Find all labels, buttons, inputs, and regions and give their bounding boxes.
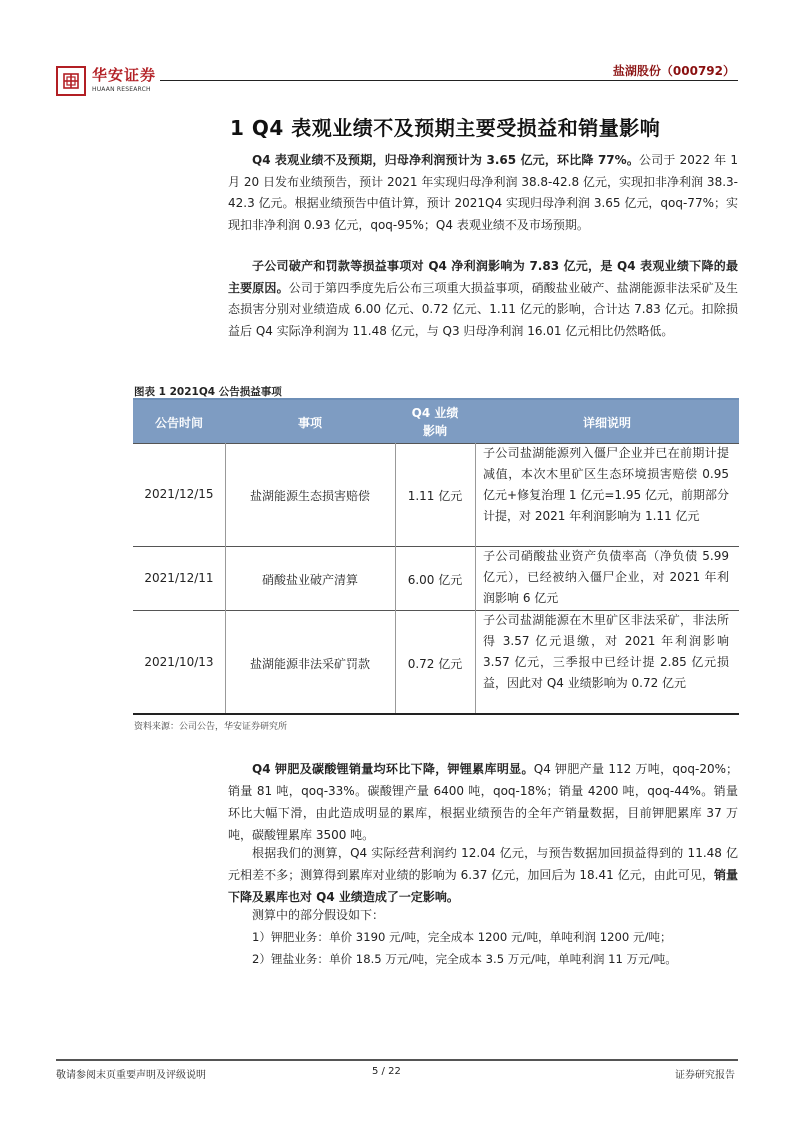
paragraph-lead: 子公司破产和罚款等损益事项对 Q4 净利润影响为 7.83 亿元，是 Q4 表观业绩下降的最主要原因。 bbox=[228, 259, 738, 295]
assumption-lithium: 2）锂盐业务：单价 18.5 万元/吨，完全成本 3.5 万元/吨，单吨利润 11 万元/吨。 bbox=[252, 952, 677, 966]
logo-mark bbox=[56, 66, 86, 96]
column-header-desc: 详细说明 bbox=[582, 416, 631, 430]
paragraph-sales-volume bbox=[228, 758, 738, 846]
paragraph-lead: Q4 表观业绩不及预期，归母净利润预计为 3.65 亿元，环比降 77%。 bbox=[252, 153, 640, 167]
paragraph-body: 公司于第四季度先后公布三项重大损益事项，硝酸盐业破产、盐湖能源非法采矿及生态损害分别对业绩造成 6.00 亿元、0.72 亿元、1.11 亿元的影响，合计达 7.83 亿元。扣除损益后 Q4 实际净利润为 11.48 亿元，与 Q3 归母净利润 16.01 亿元相比仍然略低。 bbox=[228, 280, 738, 338]
table-cell-item: 盐湖能源生态损害赔偿 bbox=[249, 489, 370, 503]
table-cell-item: 盐湖能源非法采矿罚款 bbox=[249, 657, 370, 671]
paragraph-lead: Q4 钾肥及碳酸锂销量均环比下降，钾锂累库明显。 bbox=[252, 762, 534, 776]
table-cell-impact: 0.72 亿元 bbox=[407, 657, 463, 671]
logo-text-en: HUAAN RESEARCH bbox=[92, 86, 151, 93]
assumption-potash: 1）钾肥业务：单价 3190 元/吨，完全成本 1200 元/吨，单吨利润 1200 元/吨； bbox=[252, 930, 672, 944]
table-cell-impact: 1.11 亿元 bbox=[407, 489, 463, 503]
header-rule bbox=[160, 80, 738, 81]
column-header-date: 公告时间 bbox=[154, 416, 203, 430]
paragraph-conclusion: 销量下降及累库也对 Q4 业绩造成了一定影响。 bbox=[228, 868, 738, 904]
paragraph-body: 根据我们的测算，Q4 实际经营利润约 12.04 亿元，与预告数据加回损益得到的 11.48 亿元相差不多；测算得到累库对业绩的影响为 6.37 亿元，加回后为 18.41 亿元，由此可见， bbox=[228, 846, 738, 882]
column-header-impact: Q4 业绩影响 bbox=[411, 406, 459, 438]
footer-report-type: 证券研究报告 bbox=[675, 1070, 735, 1081]
paragraph-q4-summary bbox=[228, 150, 738, 236]
table-cell-item: 硝酸盐业破产清算 bbox=[261, 573, 358, 587]
logo-icon bbox=[61, 71, 81, 91]
table-title: 图表 1 2021Q4 公告损益事项 bbox=[134, 386, 282, 398]
table-cell-desc: 子公司硝酸盐业资产负债率高（净负债 5.99 亿元），已经被纳入僵尸企业，对 2021 年利润影响 6 亿元 bbox=[483, 549, 729, 605]
stock-name: 盐湖股份（000792） bbox=[612, 64, 735, 78]
page-number: 5 / 22 bbox=[372, 1066, 401, 1077]
table-cell-date: 2021/12/11 bbox=[144, 571, 214, 585]
table-bottom-rule bbox=[133, 713, 739, 715]
table-source: 资料来源：公司公告，华安证券研究所 bbox=[134, 722, 288, 732]
table-col-divider bbox=[475, 443, 476, 713]
footer-rule bbox=[56, 1059, 738, 1061]
logo-text-cn: 华安证券 bbox=[92, 66, 157, 84]
paragraph-body: 公司于 2022 年 1 月 20 日发布业绩预告，预计 2021 年实现归母净利润 38.8-42.8 亿元，实现扣非净利润 38.3-42.3 亿元。根据业绩预告中值计算，预计 2021Q4 实现归母净利润 3.65 亿元，qoq-77%；实现扣非净利润 0.93 亿元，qoq-95%；Q4 表观业绩不及市场预期。 bbox=[228, 153, 738, 232]
table-cell-impact: 6.00 亿元 bbox=[407, 573, 463, 587]
table-cell-desc: 子公司盐湖能源在木里矿区非法采矿，非法所得 3.57 亿元退缴，对 2021 年利润影响 3.57 亿元，三季报中已经计提 2.85 亿元损益，因此对 Q4 业绩影响为 0.72 亿元 bbox=[483, 613, 729, 690]
paragraph-impairment bbox=[228, 256, 738, 342]
table-cell-desc: 子公司盐湖能源列入僵尸企业并已在前期计提减值，本次木里矿区生态环境损害赔偿 0.95 亿元+修复治理 1 亿元=1.95 亿元，前期部分计提，对 2021 年利润影响为 1.11 亿元 bbox=[483, 446, 729, 523]
column-header-item: 事项 bbox=[297, 416, 322, 430]
paragraph-body: Q4 钾肥产量 112 万吨，qoq-20%；销量 81 吨，qoq-33%。碳酸锂产量 6400 吨，qoq-18%；销量 4200 吨，qoq-44%。销量环比大幅下滑，由此造成明显的累库，根据业绩预告的全年产销量数据，目前钾肥累库 37 万吨，碳酸锂累库 3500 吨。 bbox=[228, 762, 738, 842]
footer-disclaimer: 敬请参阅末页重要声明及评级说明 bbox=[56, 1070, 206, 1081]
section-title: 1 Q4 表观业绩不及预期主要受损益和销量影响 bbox=[230, 116, 661, 140]
paragraph-estimate bbox=[228, 842, 738, 908]
table-header bbox=[133, 400, 739, 443]
table-cell-date: 2021/10/13 bbox=[144, 655, 214, 669]
table-cell-date: 2021/12/15 bbox=[144, 487, 214, 501]
assumptions-intro: 测算中的部分假设如下： bbox=[252, 908, 385, 922]
